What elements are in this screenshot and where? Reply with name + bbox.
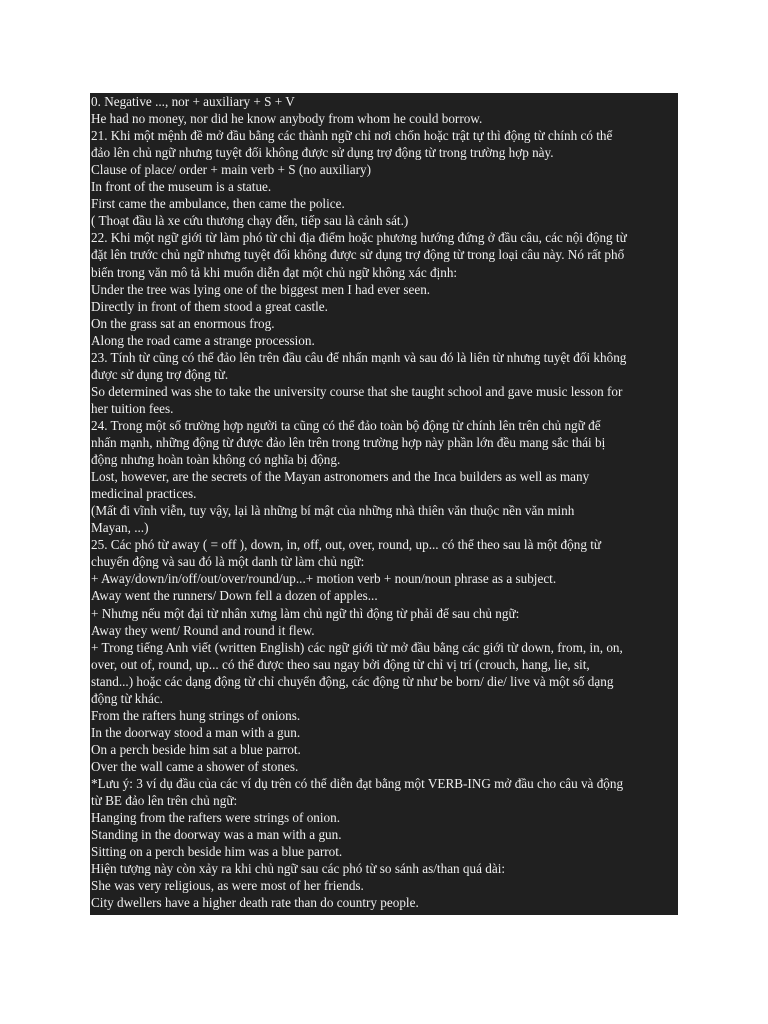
text-line: over, out of, round, up... có thể được theo sau ngay bởi động từ chỉ vị trí (crouch, hang, lie, sit,	[91, 656, 590, 672]
text-line: Along the road came a strange procession.	[91, 332, 315, 348]
text-line: stand...) hoặc các dạng động từ chỉ chuyển động, các động từ như be born/ die/ live và một số dạng	[91, 673, 614, 689]
text-line: Away they went/ Round and round it flew.	[91, 622, 315, 638]
text-line: *Lưu ý: 3 ví dụ đầu của các ví dụ trên có thể diễn đạt bằng một VERB-ING mở đầu cho câu và động	[91, 776, 624, 791]
text-line: On the grass sat an enormous frog.	[91, 315, 275, 331]
text-line: medicinal practices.	[91, 486, 197, 502]
text-line: Hiện tượng này còn xảy ra khi chủ ngữ sau các phó từ so sánh as/than quá dài:	[91, 861, 506, 877]
text-line: Under the tree was lying one of the biggest men I had ever seen.	[91, 281, 431, 297]
text-line: 22. Khi một ngữ giới từ làm phó từ chỉ địa điểm hoặc phương hướng đứng ở đầu câu, các nội động từ	[91, 230, 627, 246]
text-line: ( Thoạt đầu là xe cứu thương chạy đến, tiếp sau là cảnh sát.)	[91, 213, 409, 229]
text-line: 25. Các phó từ away ( = off ), down, in, off, out, over, round, up... có thể theo sau là một động từ	[91, 537, 602, 553]
text-line: First came the ambulance, then came the police.	[91, 196, 345, 212]
text-line: Directly in front of them stood a great castle.	[91, 298, 328, 314]
text-line: đảo lên chủ ngữ nhưng tuyệt đối không được sử dụng trợ động từ trong trường hợp này.	[91, 145, 554, 161]
text-line: + Nhưng nếu một đại từ nhân xưng làm chủ ngữ thì động từ phải để sau chủ ngữ:	[91, 605, 520, 621]
text-line: Lost, however, are the secrets of the Mayan astronomers and the Inca builders as well as many	[91, 469, 590, 485]
text-line: From the rafters hung strings of onions.	[91, 707, 301, 723]
text-line: On a perch beside him sat a blue parrot.	[91, 741, 301, 757]
text-line: In front of the museum is a statue.	[91, 179, 272, 195]
text-line: Hanging from the rafters were strings of onion.	[91, 810, 341, 826]
text-line: đặt lên trước chủ ngữ nhưng tuyệt đối không được sử dụng trợ động từ trong loại câu này. Nó rất phổ	[91, 247, 625, 263]
text-line: her tuition fees.	[91, 400, 174, 416]
text-line: Sitting on a perch beside him was a blue parrot.	[91, 844, 343, 860]
text-line: 23. Tính từ cũng có thể đảo lên trên đầu câu để nhấn mạnh và sau đó là liên từ nhưng tuyệt đối không	[91, 349, 627, 365]
document-page	[90, 93, 678, 915]
text-line: từ BE đảo lên trên chủ ngữ:	[91, 793, 238, 809]
text-line: nhấn mạnh, những động từ được đảo lên trên trong trường hợp này phần lớn đều mang sắc thái bị	[91, 435, 606, 450]
text-line: She was very religious, as were most of her friends.	[91, 878, 364, 894]
text-line: Standing in the doorway was a man with a gun.	[91, 827, 342, 843]
text-line: City dwellers have a higher death rate than do country people.	[91, 895, 419, 911]
text-line: 21. Khi một mệnh đề mở đầu bằng các thành ngữ chỉ nơi chốn hoặc trật tự thì động từ chính có thể	[91, 128, 613, 144]
text-line: (Mất đi vĩnh viễn, tuy vậy, lại là những bí mật của những nhà thiên văn thuộc nền văn minh	[91, 503, 575, 519]
text-line: So determined was she to take the university course that she taught school and gave music lesson for	[91, 383, 623, 399]
text-line: chuyển động và sau đó là một danh từ làm chủ ngữ:	[91, 554, 365, 570]
text-line: + Away/down/in/off/out/over/round/up...+ motion verb + noun/noun phrase as a subject.	[91, 571, 557, 587]
text-line: Over the wall came a shower of stones.	[91, 758, 299, 774]
text-line: Clause of place/ order + main verb + S (no auxiliary)	[91, 162, 372, 178]
text-line: động từ khác.	[91, 690, 163, 706]
text-line: In the doorway stood a man with a gun.	[91, 724, 301, 740]
text-line: biến trong văn mô tả khi muốn diễn đạt một chủ ngữ không xác định:	[91, 264, 458, 280]
text-line: Mayan, ...)	[91, 520, 149, 536]
text-line: He had no money, nor did he know anybody from whom he could borrow.	[91, 111, 483, 127]
text-line: 24. Trong một số trường hợp người ta cũng có thể đảo toàn bộ động từ chính lên trên chủ ngữ để	[91, 417, 601, 433]
text-line: 0. Negative ..., nor + auxiliary + S + V	[91, 94, 295, 109]
text-line: động nhưng hoàn toàn không có nghĩa bị động.	[91, 452, 341, 468]
text-line: + Trong tiếng Anh viết (written English) các ngữ giới từ mở đầu bằng các giới từ down, from, in, on,	[91, 639, 623, 655]
text-line: được sử dụng trợ động từ.	[91, 366, 229, 382]
text-line: Away went the runners/ Down fell a dozen of apples...	[91, 588, 378, 604]
